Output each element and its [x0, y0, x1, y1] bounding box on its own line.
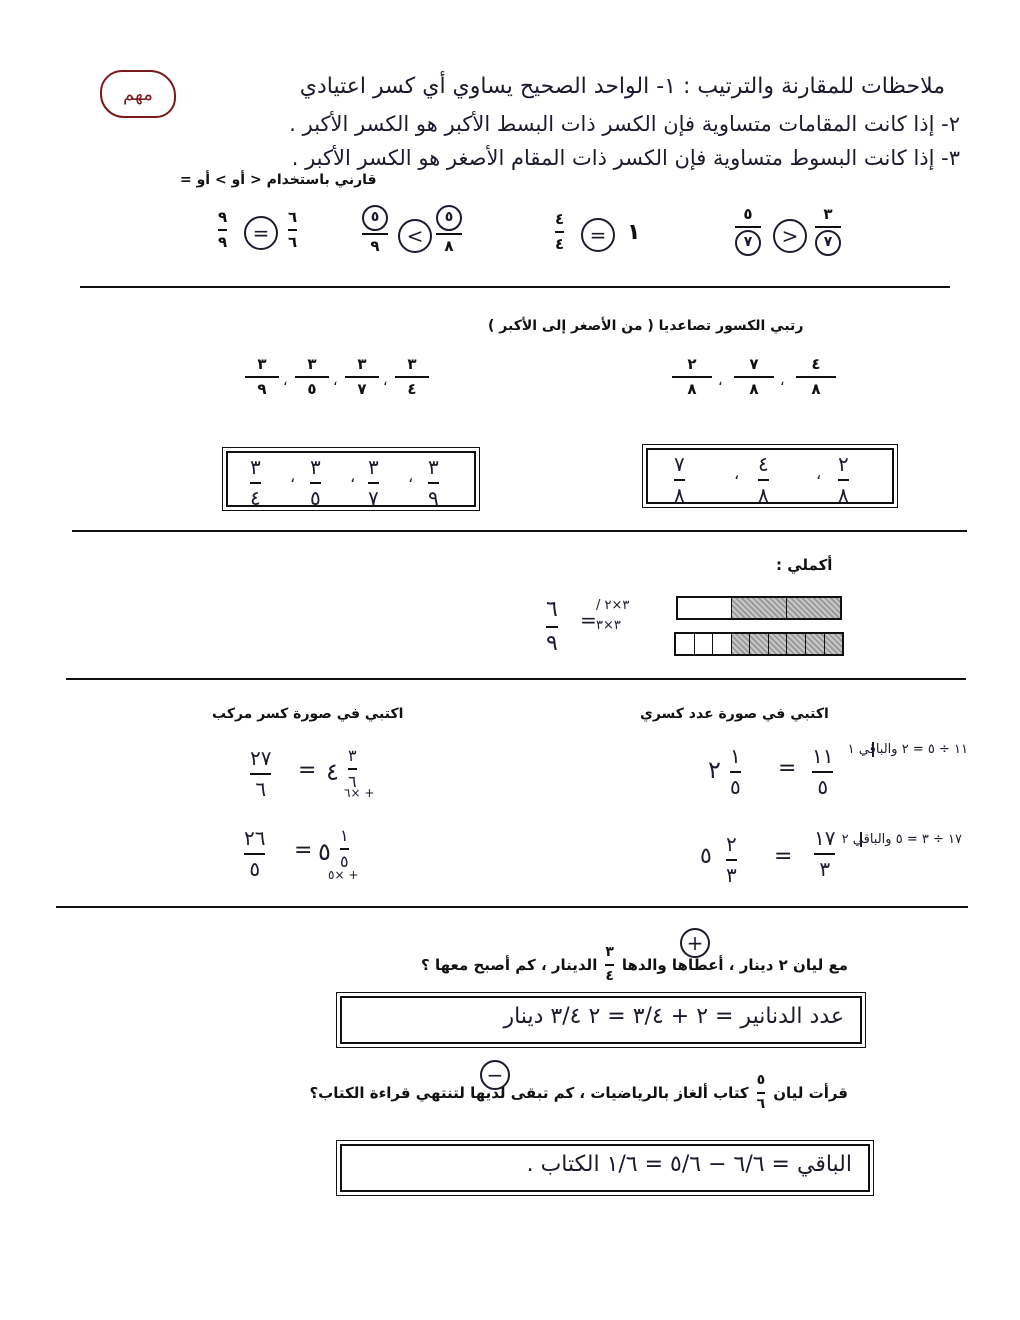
- fraction: ٢ ٨: [672, 355, 712, 399]
- fraction: ٥ ٧: [735, 205, 761, 256]
- operation-marks: ٥× +: [328, 868, 359, 882]
- fraction: ١ ٥: [340, 826, 349, 871]
- fraction: ١ ٥: [730, 744, 741, 799]
- divider: [80, 286, 950, 288]
- notes-line-3: ٣- إذا كانت البسوط متساوية فإن الكسر ذات المقام الأصغر هو الكسر الأكبر .: [291, 146, 960, 170]
- equals-sign: =: [298, 758, 317, 783]
- complete-instruction: أكملي :: [776, 556, 833, 574]
- fraction: ٣ ٤: [395, 355, 429, 399]
- fraction: ٩ ٩: [218, 208, 228, 251]
- notes-line-1: ملاحظات للمقارنة والترتيب : ١- الواحد الصحيح يساوي أي كسر اعتيادي: [299, 74, 945, 99]
- operation-minus-circle: −: [480, 1060, 510, 1090]
- order-set1-answer-box[interactable]: [646, 448, 894, 507]
- compare-item-4: [218, 208, 328, 258]
- operation-marks: ٦× +: [344, 786, 375, 800]
- compare-item-2: [555, 210, 655, 260]
- separator: ،: [350, 467, 356, 486]
- fraction: ١١ ٥: [812, 744, 834, 799]
- fraction: ٣ ٧: [368, 455, 379, 510]
- to-mixed-item-1: [700, 740, 860, 810]
- whole-number: ٥: [700, 844, 712, 869]
- fraction: ٣ ٧: [345, 355, 379, 399]
- fraction: ٦ ٦: [288, 208, 298, 251]
- fraction: ٧ ٨: [674, 452, 685, 507]
- fraction-strip-thirds: [676, 596, 842, 620]
- word-problem-2-answer-box[interactable]: [340, 1144, 870, 1192]
- divider: [56, 906, 968, 908]
- order-set2-answer-box[interactable]: [226, 451, 476, 510]
- fraction: ٢ ٣: [726, 832, 737, 887]
- compare-item-3: [362, 205, 482, 265]
- fraction: ٤ ٤: [555, 210, 565, 253]
- separator: ،: [290, 467, 296, 486]
- fraction: ٢ ٨: [838, 452, 849, 507]
- fraction: $\frac{٣}{٤}$: [605, 944, 614, 984]
- order-set1-printed: [672, 355, 842, 415]
- equals-sign: =: [294, 838, 313, 863]
- fraction: ٤ ٨: [758, 452, 769, 507]
- whole-number: ٤: [326, 758, 339, 786]
- compare-answer-circle: =: [244, 216, 278, 250]
- fraction: ٣ ٥: [310, 455, 321, 510]
- fraction: ٣ ٩: [428, 455, 439, 510]
- to-improper-item-1: [244, 742, 414, 812]
- divider: [66, 678, 966, 680]
- whole-one: ١: [627, 220, 641, 245]
- fraction: ٤ ٨: [796, 355, 836, 399]
- divider: [72, 530, 967, 532]
- fraction: ٧ ٨: [734, 355, 774, 399]
- word-problem-2-answer: الباقي = ٦/٦ − ٥/٦ = ١/٦ الكتاب .: [526, 1152, 852, 1177]
- compare-item-1: [735, 205, 855, 265]
- equals-sign: =: [774, 844, 793, 869]
- fraction: $\frac{٥}{٦}$: [756, 1072, 766, 1112]
- fraction: ٣ ٧: [815, 205, 841, 256]
- equivalent-fraction: [540, 596, 640, 656]
- operation-plus-circle: +: [680, 928, 710, 958]
- fraction: ٣ ٥: [295, 355, 329, 399]
- compare-answer-circle: >: [773, 219, 807, 253]
- compare-answer-circle: <: [398, 219, 432, 253]
- fraction: ٢٧ ٦: [250, 746, 272, 801]
- word-problem-1-answer: عدد الدنانير = ٢ + ٣/٤ = ٢ ٣/٤ دينار: [503, 1004, 844, 1029]
- separator: ،: [816, 464, 822, 483]
- compare-answer-circle: =: [581, 218, 615, 252]
- fraction: ٣ ٤: [250, 455, 261, 510]
- separator: ،: [383, 373, 388, 389]
- word-problem-1-question: مع ليان ٢ دينار ، أعطاها والدها $\frac{٣}{٤}$ الدينار ، كم أصبح معها ؟: [421, 944, 848, 984]
- fraction-strip-ninths: [674, 632, 844, 656]
- separator: ،: [780, 373, 785, 389]
- division-work-2: ١٧ ÷ ٣ = ٥ والباقي ٢: [841, 832, 962, 847]
- division-work-1: ١١ ÷ ٥ = ٢ والباقي ١: [847, 742, 968, 757]
- order-set2-printed: [245, 355, 435, 415]
- compare-instruction: قارني باستخدام < أو > أو =: [180, 172, 377, 188]
- to-improper-instruction: اكتبي في صورة كسر مركب: [212, 706, 404, 722]
- fraction: ٣ ٦: [348, 746, 357, 791]
- fraction: ٥ ٨: [436, 205, 462, 256]
- notes-line-2: ٢- إذا كانت المقامات متساوية فإن الكسر ذات البسط الأكبر هو الكسر الأكبر .: [289, 112, 960, 136]
- fraction: ١٧ ٣: [814, 826, 836, 881]
- fraction: ٦ ٩: [546, 597, 558, 656]
- separator: ،: [283, 373, 288, 389]
- fraction: ٣ ٩: [245, 355, 279, 399]
- whole-number: ٢: [708, 756, 721, 784]
- separator: ،: [333, 373, 338, 389]
- separator: ،: [718, 373, 723, 389]
- notes-badge: مهم: [100, 70, 176, 118]
- equals-sign: =: [778, 756, 797, 781]
- equals-sign: =: [580, 608, 597, 632]
- to-improper-item-2: [238, 822, 418, 892]
- order-instruction: رتبي الكسور تصاعديا ( من الأصغر إلى الأكبر ): [488, 318, 804, 334]
- to-mixed-item-2: [696, 826, 856, 896]
- word-problem-1-answer-box[interactable]: [340, 996, 862, 1044]
- fraction: ٥ ٩: [362, 205, 388, 256]
- fraction: ٢٦ ٥: [244, 826, 266, 881]
- separator: ،: [734, 464, 740, 483]
- multiplier-work: ٣×٢ / ٣×٣: [596, 598, 630, 633]
- word-problem-2-question: قرأت ليان $\frac{٥}{٦}$ كتاب ألغاز بالرياضيات ، كم تبقى لديها لتنتهي قراءة الكتاب؟: [309, 1072, 848, 1112]
- separator: ،: [408, 467, 414, 486]
- whole-number: ٥: [318, 838, 331, 866]
- to-mixed-instruction: اكتبي في صورة عدد كسري: [640, 706, 829, 722]
